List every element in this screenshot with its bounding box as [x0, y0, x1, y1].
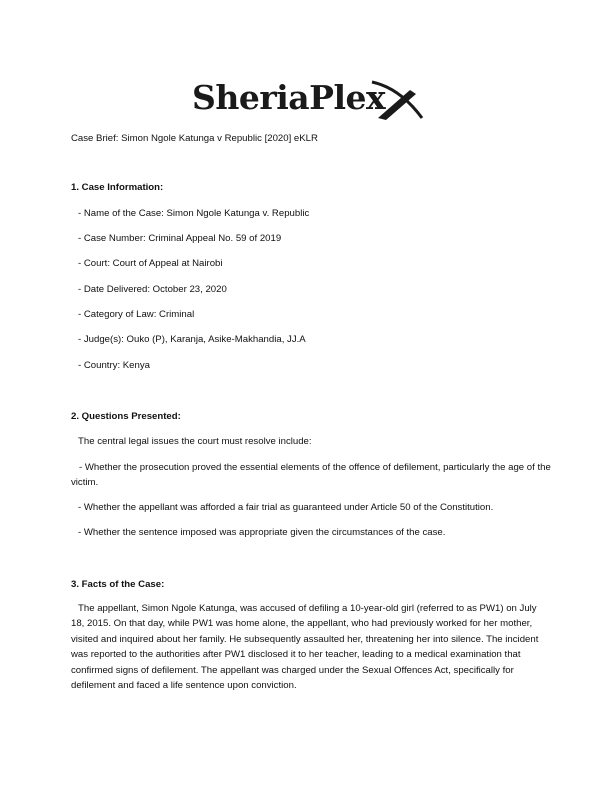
- case-info-item: - Name of the Case: Simon Ngole Katunga v. Republic: [78, 208, 310, 219]
- case-information-heading: 1. Case Information:: [71, 182, 164, 193]
- logo-text: SheriaPlex: [192, 78, 386, 117]
- questions-intro: The central legal issues the court must resolve include:: [78, 436, 312, 447]
- question-item: - Whether the sentence imposed was appropriate given the circumstances of the case.: [78, 527, 446, 538]
- case-info-item: - Judge(s): Ouko (P), Karanja, Asike-Makhandia, JJ.A: [78, 334, 306, 345]
- facts-heading: 3. Facts of the Case:: [71, 579, 165, 590]
- question-item: - Whether the appellant was afforded a fair trial as guaranteed under Article 50 of the Constitution.: [78, 502, 494, 513]
- document-title: Case Brief: Simon Ngole Katunga v Republic [2020] eKLR: [71, 133, 318, 144]
- case-info-item: - Date Delivered: October 23, 2020: [78, 284, 227, 295]
- facts-body: The appellant, Simon Ngole Katunga, was accused of defiling a 10-year-old girl (referred to as PW1) on July 18, 2015. On that day, while PW1 was home alone, the appellant, who had previously worked for her mother, visited and inquired about her family. He subsequently assaulted her, threatening her into silence. The incident was reported to the authorities after PW1 disclosed it to her teacher, leading to a medical examination that confirmed signs of defilement. The appellant was charged under the Sexual Offences Act, specifically for defilement and faced a life sentence upon conviction.: [71, 603, 539, 692]
- question-item: - Whether the prosecution proved the essential elements of the offence of defilement, particularly the age of the victim.: [71, 462, 551, 489]
- case-info-item: - Court: Court of Appeal at Nairobi: [78, 258, 223, 269]
- case-info-item: - Country: Kenya: [78, 360, 150, 371]
- sheriaplex-logo: [192, 76, 422, 124]
- logo-x-swoosh-icon: [370, 78, 426, 122]
- case-info-item: - Case Number: Criminal Appeal No. 59 of 2019: [78, 233, 282, 244]
- questions-presented-heading: 2. Questions Presented:: [71, 411, 181, 422]
- case-info-item: - Category of Law: Criminal: [78, 309, 195, 320]
